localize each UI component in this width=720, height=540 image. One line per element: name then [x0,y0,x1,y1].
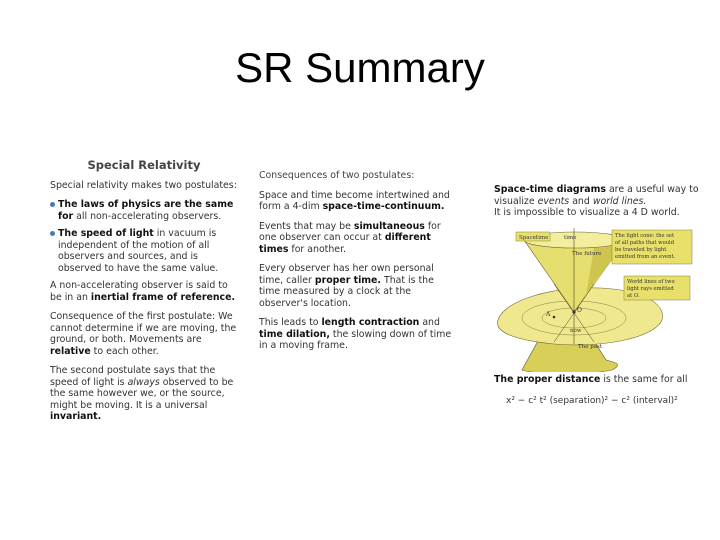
light-cone-diagram [494,224,694,372]
page-title: SR Summary [235,44,485,91]
light-cone-label-line-2: of all paths that would [615,240,675,246]
special-relativity-column [50,160,238,431]
consequences-column [259,170,452,360]
second-postulate-note: The second postulate says that the speed of light is always observed to be the same however we, or the source, might be moving. It is a universal invariant. [50,365,234,422]
spacetime-diagram-intro: Space-time diagrams are a useful way to visualize events and world lines. It is impossible to visualize a 4 D world. [494,184,699,218]
event-o-label: O [577,307,582,314]
first-postulate-consequence: Consequence of the first postulate: We cannot determine if we are moving, the ground, or both. Movements are relative to each other. [50,311,237,357]
special-relativity-heading: Special Relativity [87,158,201,172]
bullet-icon [50,199,58,222]
light-cone-label-line-4: emitted from an event. [615,254,676,260]
time-label: time [564,235,577,241]
world-lines-label-line-2: light rays emitted [627,286,674,292]
length-contraction-note: This leads to length contraction and time dilation, the slowing down of time in a moving frame. [259,317,452,351]
world-lines-label-line-1: World lines of two [627,279,675,285]
past-label: The past [578,344,603,350]
bullet-icon [50,228,58,274]
spacetime-continuum-note: Space and time become intertwined and form a 4-dim space-time-continuum. [259,189,450,212]
inertial-frame-note: A non-accelerating observer is said to be in an inertial frame of reference. [50,280,236,303]
light-cone-label-line-1: The light cone: the set [615,233,675,239]
postulate-1 [50,199,238,222]
proper-distance-note: The proper distance is the same for all [494,374,688,385]
now-label: now [570,328,582,334]
event-a-label: A [546,311,551,318]
proper-time-note: Every observer has her own personal time, caller proper time. That is the time measured by a clock at the observer's location. [259,263,434,309]
interval-formula: x² − c² t² (separation)² − c² (interval)² [506,396,678,406]
future-label: The future [572,251,602,257]
event-a-dot [553,316,556,319]
postulates-intro: Special relativity makes two postulates: [50,179,237,191]
world-lines-label-line-3: at O. [627,293,640,299]
postulate-1-text: The laws of physics are the same for all non-accelerating observers. [58,199,234,222]
postulate-2 [50,228,238,274]
postulate-2-text: The speed of light in vacuum is independent of the motion of all observers and sources, and is observed to have the same value. [58,228,219,274]
spacetime-label: Spacetime [519,235,549,241]
simultaneity-note: Events that may be simultaneous for one observer can occur at different times for another. [259,220,441,255]
event-o-dot [572,310,575,313]
consequences-heading: Consequences of two postulates: [259,170,415,181]
light-cone-label-line-3: be traveled by light [615,247,667,253]
